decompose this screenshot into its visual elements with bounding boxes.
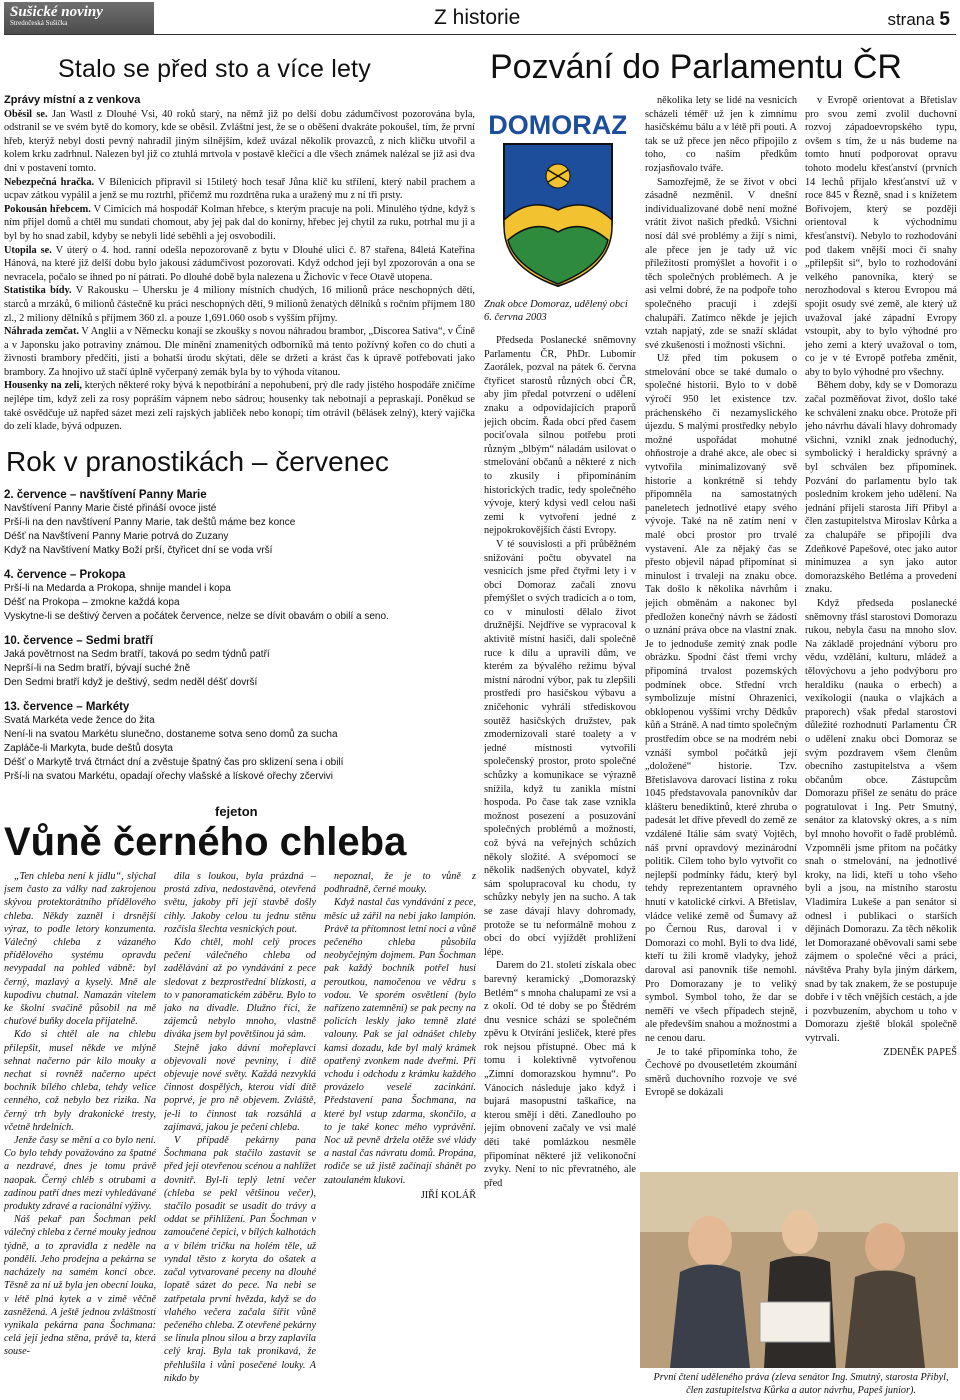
weather-day: 10. července – Sedmi bratří Jaká povětrnost na Sedm bratří, taková po sedm týdnů patří Neprší-li na Sedm bratří, bývají suché žně Den Sedmi bratří když je deštivý, sedm neděl déšť dovrší xyxy=(4,635,270,688)
news-item: Statistika bídy. V Rakousku – Uhersku je 4 miliony místních chudých, 16 milionů práce neschopných dětí, starců a mrzáků, 6 milionů částečně ku práci neschopných dětí, 9 milionů ženatých dělníků s ročním příjmem 180 zl., 2 miliony dělníků s příjmem 360 zl. a pouze 1,691.060 osob s vyšším příjmy. xyxy=(4,285,475,324)
logo-title: Sušické noviny xyxy=(10,4,103,20)
feuilleton-label: fejeton xyxy=(215,804,258,819)
feuilleton-col-2: dila s loukou, byla prázdná – prostá zdiva, nedostavěná, otevřená světu, jakoby při její stavbě došly cihly. Jakoby celou tu jednu stěnu rozčísla šlechta vesnických pout. Kdo chtěl, mohl celý proces pečení válečného chleba od zadělávání až po vyndávání z pece sledovat z bezprostřední blízkosti, a to v panoramatickém záběru. Bylo to jako na divadle. Dlužno říci, že zájemců nebylo mnoho, vlastně diváka jsem byl povětšinou já sám. Stejně jako dávní mořeplavci objevovali nové pevniny, i dítě objevuje nové světy. Každá nezvyklá činnost dospělých, kterou vidí dítě poprvé, je pro ně objevem. Zvláště, je-li to činnost tak rozsáhlá a zajímavá, jakou je pečení chleba. V případě pekárny pana Šochmana pak stačilo zastavit se před její otevřenou scénou a nahlížet dovnitř. Byl-li teplý letní večer (chleba se pekl většinou večer), stačilo posadit se usadit do trávy a oddat se přihlížení. Pan Šochman v zamoučené čepici, v bílých kalhotách a v bílém tričku na holém těle, už vyndal těsto z koryta do ošatek a začal vytvarované peceny na dlouhé lopatě sázet do pece. Na nebi se zatřpetala první hvězda, když se do vlahého večera začala šířit vůně pečeného chleba. Z otevřené pekárny se linula plnou silou a brzy zaplavila celý kraj. Byla tak pronikavá, že přehlušila i vůni posečené louky. A nikdo by xyxy=(164,871,316,1384)
weather-title: Rok v pranostikách – červenec xyxy=(6,446,389,477)
weather-list xyxy=(4,488,474,794)
crest-shield-icon xyxy=(490,100,626,290)
section-label: Z historie xyxy=(434,6,521,29)
history-news xyxy=(4,94,475,434)
news-item: Nebezpečná hračka. V Bílenicích připravil si 15tiletý hoch tesař Jůna klíč ku střílení, který nabil prachem a ucpav zátkou vypálil a jenž se mu roztrhl, přičemž mu rozdrtěna ruka a uražený mu z ní tři prsty. xyxy=(4,176,475,202)
news-item: Utopila se. V úterý o 4. hod. ranní odešla nepozorovaně z bytu v Dlouhé ulici č. 87 stařena, 84letá Kateřina Hánová, na které již delší dobu bylo jakousi zádumčivost pozorovati. Když odchod její byl zpozorován a ona se nevracela, počalo se ihned po ní pátrati. Po dlouhé době byla nalezena u Žichovic v řece Otavě utopena. xyxy=(4,244,475,283)
page-number: 5 xyxy=(939,9,950,30)
weather-day: 2. července – navštívení Panny Marie Navštívení Panny Marie čisté přináší ovoce jisté Prší-li na den navštívení Panny Marie, tak deštů máme bez konce Déšť na Navštívení Panny Marie potrvá do Zuzany Když na Navštívení Matky Boží prší, čtyřicet dní se voda vrší xyxy=(4,489,296,556)
news-item: Housenky na zeli, kterých některé roky bývá k nepotbírání a nepohubení, prý dle rady jistého hospodáře zničíme nejlépe tím, když zeli za rosy popráším vápnem nebo sádrou; housenky tak nebotnají a pepraskají. Poněkud se také osvědčuje už napřed sázet mezi zelí rajských jabliček nebo konopí; tím otrávil (bělásek zelný), který vajíčka do zelí klade, bývá odpuzen. xyxy=(4,380,475,433)
feuilleton-col-3: nepoznal, že je to vůně z podhradně, černé mouky. Když nastal čas vyndávání z pece, měsíc už zářil na nebi jako lampión. Právě ta přítomnost letní noci a vůně pečeného chleba působila neobyčejným dojmem. Pan Šochman pak každý bochník potřel husí peroutkou, namočenou ve vědru s vodou. Ve sporém osvětlení (bylo nařízeno zatemnění) se pak pecny na policích leskly jako temně zlaté valouny. Pak se jal odnášet chleby kamsi dozadu, kde byl malý krámek opatřený zvonkem nade dveřmi. Při vchodu i odchodu z krámku každého provázelo veselé zacinkání. Představení pana Šochmana, na které byl vstup zdarma, skončilo, a to je také konec mého vyprávění. Noc už pevně držela otěže své vlády a nastal čas návratu domů. Propána, rodiče se už jistě začínají shánět po zatoulaném klukovi. JIŘÍ KOLÁŘ xyxy=(324,871,476,1201)
page-label xyxy=(887,9,950,31)
history-title: Stalo se před sto a více lety xyxy=(58,55,371,83)
newspaper-logo xyxy=(4,2,154,34)
logo-subtitle: Stredočeská Sušička xyxy=(10,19,68,27)
crest-caption: Znak obce Domoraz, udělený obci 6. června 2003 xyxy=(484,299,628,323)
page-word: strana xyxy=(887,10,935,29)
parliament-author: ZDENĚK PAPEŠ xyxy=(883,1046,957,1058)
crest-name: DOMORAZ xyxy=(490,110,626,140)
weather-day: 4. července – Prokopa Prší-li na Medarda a Prokopa, shnije mandel i kopa Déšť na Prokopa – zmokne každá kopa Vyskytne-li se deštivý červen a počátek července, nelze se dívit obavám o obilí a seno. xyxy=(4,569,389,622)
parliament-title: Pozvání do Parlamentu ČR xyxy=(490,48,902,86)
feuilleton-title: Vůně černého chleba xyxy=(4,820,407,864)
feuilleton-col-1: „Ten chleba není k jídlu“, slýchal jsem často za války nad zakrojenou skývou protektorátního přídělového chleba. Někdy zazněl i drsnější výraz, to podle letory konzumenta. Válečný chleba z vázaného přídělového systému opravdu nevypadal na pohled vábně: byl černý, mazlavý a kyselý. Mně ale kupodivu chutnal. Namazán vitelem ke školní svačině působil na mě chuťové buňky docela přijatelně. Kdo si chtěl ale na chlebu přilepšit, musel někde ve mlýně sehnat načerno pár kilo mouky a nechat si rovněž načerno upéct bochník bílého chleba, tehdy velice cenného, což nebylo bez rizika. Na černý trh byly drakonické tresty, včetně hrdelních. Jenže časy se mění a co bylo není. Co bylo tehdy považováno za špatné a nezdravé, dnes je tomu právě naopak. Černý chléb s otrubami a zadinou patří dnes mezi vyhledávané produkty zdravé a racionální výživy. Náš pekař pan Šochman pekl válečný chleba z černé mouky jednou týdně, a to zpravidla z neděle na pondělí. Jeho prodejna a pekárna se nacházely na samém konci obce. Těsně za ní už byla jen obecní louka, v létě plná kytek a v zimě věčně zasněžená. A ještě jednou zvláštností vynikala pekárna pana Šochmana: celá její jedna stěna, právě ta, která souse- xyxy=(4,871,156,1358)
photo-caption: První čtení uděleného práva (zleva senátor Ing. Smutný, starosta Přibyl, člen zastupitelstva Kůrka a autor návrhu, Papeš junior). xyxy=(653,1372,949,1396)
parliament-col-2: několika lety se lidé na vesnicích scházeli téměř už jen k zimnímu hasičskému bálu a v létě při pouti. A tak se už přece jen něco připojilo z toho, co naším předkům rozjasňovalo tváře. Samozřejmě, že se život v obci zásadně nezměnil. V dnešní individualizované době není možné vrátit život našich předků. Všichni nosí dál své problémy a žijí s nimi, ale přece jen je tady už víc příležitostí promýšlet a hovořit i o těch společných problémech. A je asi velmi dobré, že na podpoře toho společného pracují i zdejší chalupáři. Zatímco někde je jejich vztah napjatý, zde se snaží skládat své zkušenosti i možnosti všichni. Už před tím pokusem o stmelování obce se také dumalo o společné historii. Bylo to v době výročí 950 let existence tzv. práchenského či nezamyslického újezdu. S malými prostředky nebylo možné uspořádat mohutné ohňostroje a drahé akce, ale obec si vytvořila minimalizovaný svě historie a konkrétně si tehdy připomněla na samostatných paneletech jednotlivé etapy svého vývoje. Také na ně zatím není v malé obci prostor pro trvalé vystavení. Ale za nějaký čas se přesto objevil nápad připomínat si minulost i trvaleji na znaku obce. Tak došlo k několika návrhům i jejich obměnám a nakonec byl předložen konečný návrh se žádostí o uznání práva obce na vlastní znak. Je to jednoduše zemitý znak podle obrázku. Spodní část třemi vrchy připomíná trvalost pozemských podmínek obce. Střední vrch symbolizuje místní Ohrazenici, obklopenou vyššími vrchy Dědkův kůň a Stráně. A nad tímto společným prostředím obce se na modrém nebi vznáší symbol počátků její „doložené“ historie. Tzv. Břetislavova darovací listina z roku 1045 představovala panovníkův dar klášteru benediktinů, které zhruba o padesát let dříve převedl do země ze vzdálené Itálie sám svatý Vojtěch, náš první opravdový mezinárodní politik. Cílem toho bylo vytvořit co nejlepší podmínky řádu, který byl tehdy reprezentantem opravného hnutí v katolické církvi. A Břetislav, vládce veliké země od Šumavy až po Černou Rus, daroval i v Domorazi co mohl. Byli to dva lidé, kteří tu žili kromě vladyky, jehož daroval asi panovník tiše nemohl. Pro Domorazany je to veliký symbol. Symbol toho, že dar se neměří ve všech případech stejně, ale především snahou a možnostmi a ne cenou daru. Je to také připomínka toho, že Čechové po dvousetletém zkoumání směrů duchovního rozvoje ve své Evropě se dokázali xyxy=(645,95,797,1099)
weather-day: 13. července – Markéty Svatá Markéta vede žence do žita Není-li na svatou Markétu slunečno, dostaneme sotva seno domů za sucha Zapláče-li Markyta, bude deštů dosyta Déšť o Markytě trvá čtrnáct dní a zvěstuje špatný čas pro sklizení sena i obilí Prší-li na svatou Markétu, opadají ořechy vlašské a lískové ořechy zčervivi xyxy=(4,701,344,782)
feuilleton-author: JIŘÍ KOLÁŘ xyxy=(420,1189,476,1201)
parliament-col-1: Předseda Poslanecké sněmovny Parlamentu ČR, PhDr. Lubomír Zaorálek, pozval na pátek 6. června čtyřicet starostů různých obcí ČR, aby jim předal potvrzení o udělení znaku a odpovídajících praporů jejich obcím. Řada obcí před časem pociťovala silnou potřebu proti různým „blbým“ náladám usilovat o stmelování občanů a některé z nich to zkusily i připomínáním historických tradic, tedy společného vývoje, který kdysi vedl celou naši zemi k vytvoření jedné z nejpokrokovějších částí Evropy. V té souvislosti a při průběžném snižování počtu obyvatel na vesnicích jsme před čtyřmi lety i v obci Domoraz začali znovu přemýšlet o svých tradicích a o tom, co v minulosti dělalo život družnější. Nejdříve se vypracoval k aktivitě místní hasiči, dali společně ruce k dílu a upravili dům, ve kterém za bývalého režimu býval místní národní výbor, pak tu zlepšili prostředí pro hasičskou výbavu a zničehonic vyhráli střediskovou soutěž hasičských družstev, pak zmodernizovali staré toalety a v jedné místnosti vytvořili společenský prostor, proto společné schůzky a komunikace se výrazně snížila, když tu zanikla místní hospoda. Po čase tak zase vznikla možnost posezení a posuzování společných problémů a možností, což bývá na veřejných schůzích několy složité. A svépomocí se několik nadšených obyvatel, když sám spolupracoval ku chodu, ty schůzky nebyly jen na sucho. A tak se zase dávají hlavy dohromady, protože se tu neformálně mohou z obcí do obcí vyjíždět prohlížení lépe. Darem do 21. století získala obec barevný keramický „Domorazský Betlém“ s mnoha chalupami ze vsi a z okolí. Od té doby se po Štědrém dnu vesnice schází se společném zpěvu k Otvírání jesliček, které přes rok nejsou přístupné. Obec má k tomu i kolektivně vytvořenou „Zimní domorazskou hymnu“. Po Vánocích následuje jako když i bujará masopustní taškařice, na kterou smějí i děti. Zanedlouho po jejím obnovení začaly ve vsi malé děti také pomlázkou nesměle připomínat některé již velikonoční zvyky. Není to nic převratného, ale před xyxy=(484,335,636,1189)
header-rule xyxy=(4,34,956,35)
crest-image xyxy=(490,100,626,290)
news-item: Oběsil se. Jan Wastl z Dlouhé Vsi, 40 roků starý, na němž již po delší dobu zádumčivost pozorována byla, odstranil se ve svém bytě do komory, kde se oběsil. Zvláštní jest, že se o oběšení dvakráte pokoušel, tím, že první hřeb, kterýž nebyl dosti pevný nahradil jiným silnějším, kdež uvázal několik provazců, z nich kličku utvořil a kolem krku zadrhnul. Nalezen byl již co ztuhlá mrtvola v postavě klečící a dle všech známek nalézal se již asi dva dni v postavení tomto. xyxy=(4,108,475,174)
news-item: Pokousán hřebcem. V Cimicích má hospodář Kolman hřebce, s kterým pracuje na poli. Minulého týdne, když s ním přijel domů a chtěl mu sundati chomout, aby jej pak dal do konírny, hřebec jej chytil za ruku, potrhal mu ji a byl by ho snad zabil, kdyby se nebyli lidé seběhli a jej osvobodili. xyxy=(4,203,475,242)
ceremony-photo xyxy=(640,1172,958,1368)
history-subtitle: Zprávy místní a z venkova xyxy=(4,94,141,106)
parliament-col-3: v Evropě orientovat a Břetislav pro svou zemi zvolil duchovní rozvoj západoevropského typu, ovšem s tím, že u nás budeme na tomto hnutí podporovat opravu tohoto modelu křesťanství (prvních 14 lechů přijalo křesťanství už v roce 845 v Řezně, snad i s knížetem Bořivojem, který se později orientoval k východnímu křesťanství). Nebylo to rozhodování pod tlakem vnější moci či snahy „přilepšit si“, bylo to rozhodování velkého panovníka, který se nerozhodoval s kterou Evropou má spojit osudy své země, ale který už uvažoval jaké západní Evropy vstoupit, aby to bylo výhodné pro jeho zemi a který uvažoval o tom, co je v té Evropě potřeba změnit, aby to bylo výhodné pro všechny. Během doby, kdy se v Domorazu začal pozměňovat život, došlo také ke schválení znaku obce. Protože při jeho návrhu dávali hlavy dohromady všichni, vznikl znak jednoduchý, symbolický i heraldicky správný a byl schválen bez připomínek. Pozvání do parlamentu bylo tak posledním krokem jeho udělení. Na jednání přijeli starosta Jiří Přibyl a člen zastupitelstva Miroslav Kůrka a za chalupáře se připojili dva Zdeňkové Papešové, otec jako autor minimuzea a syn jako autor domorazského Betléma a provedení znaku. Když předseda poslanecké sněmovny třásl starostovi Domorazu rukou, nebyla času na mnoho slov. Na základě projednání výboru pro vědu, vzdělání, kulturu, mládež a tělovýchovu a jeho podvýboru pro heraldiku (nauka o erbech) a vexikologii (nauka o vlajkách a praporech) však předal starostovi důležité rozhodnutí Parlamentu ČR o udělení znaku obci Domoraz se svým pozdravem všem členům obecního zastupitelstva a všem občanům obce. Zástupcům Domorazu přišel ze senátu do práce pogratulovat i Ing. Petr Smutný, senátor za klatovský okres, a s ním byl mnoho hovořit o řadě problémů. Vzpomněli jsme přitom na počátky snah o stmelování, na jednotlivé kroky, na lidi, kteří u toho všeho byli a jsou, na místního starostu Vladimíra Lukeše a pan senátor si odnesl i publikaci o starších dějinách Domorazu. Za těch několik let Domorazané oběvovali sami sebe zájmem o společné věci a práci, návštěva Prahy byla jiným dárkem, snad by tak znakem, že se postupuje dobře i v těch vnějších cestách, a jde i pozvbuzením, abychom u toho v Domorazu zještě blokál společně vytrvali. ZDENĚK PAPEŠ xyxy=(805,95,957,1058)
news-item: Náhrada zemčat. V Anglii a v Německu konají se zkoušky s novou náhradou brambor, „Discorea Sativa“, v Číně a v Japonsku jako potraviny známou. Dle mínění znamenitých odborníků má tento požívný kořen co do chuti a živnosti brambory předčiti, jisti a bohatší úrodu skýtati, děle se držeti a krást čas k úpravě potřebovati jako brambory. Za hnojivo už stačí úplně vyčerpaný zemák byla by to výhoda vítanou. xyxy=(4,326,475,378)
